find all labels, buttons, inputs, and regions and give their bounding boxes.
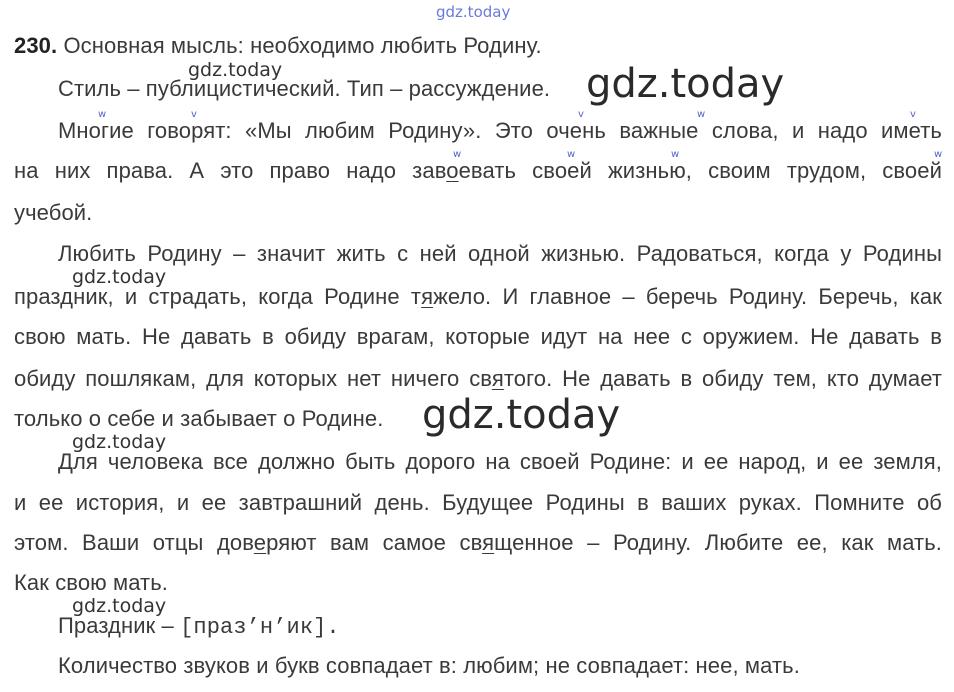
mark-w: w xyxy=(697,109,706,120)
style-type-line xyxy=(58,76,550,102)
p1-line-1 xyxy=(58,118,942,144)
stressed-letter: о xyxy=(446,158,459,183)
p1-text: евать своей жизнью, своим трудом, своей xyxy=(458,158,942,183)
p2-text: жело. И главное – беречь Родину. Беречь, как xyxy=(433,284,942,309)
watermark-big: gdz.today xyxy=(586,61,785,107)
exercise-number: 230. xyxy=(14,33,58,58)
p3-text: ряют вам самое св xyxy=(266,530,483,555)
p1-text: на них права. А это право надо зав xyxy=(14,158,447,183)
p3-line-4 xyxy=(14,570,168,596)
p2-text: того. Не давать в обиду тем, кто думает xyxy=(503,366,942,391)
p2-text: Любить Родину – значит жить с ней одной жизнью. Радоваться, когда у Родины xyxy=(58,241,942,266)
watermark-small: gdz.today xyxy=(72,595,167,617)
phonetics-line xyxy=(58,613,340,641)
p3-text: и ее история, и ее завтрашний день. Будущее Родины в ваших руках. Помните об xyxy=(14,490,942,515)
p3-line-2 xyxy=(14,490,942,516)
style-type: Стиль – публицистический. Тип – рассуждение. xyxy=(58,76,551,101)
p1-text: учебой. xyxy=(14,200,93,225)
sounds-text: Количество звуков и букв совпадает в: любим; не совпадает: нее, мать. xyxy=(58,653,800,678)
p2-line-2 xyxy=(14,284,942,310)
mark-w: w xyxy=(934,149,943,160)
mark-w: w xyxy=(671,149,680,160)
mark-v: v xyxy=(578,109,584,120)
p2-line-5 xyxy=(14,406,383,432)
watermark-small: gdz.today xyxy=(72,266,167,288)
p2-line-4 xyxy=(14,366,942,392)
p3-text: Как свою мать. xyxy=(14,570,169,595)
watermark-small: gdz.today xyxy=(72,431,167,453)
p2-text: свою мать. Не давать в обиду врагам, которые идут на нее с оружием. Не давать в xyxy=(14,324,942,349)
mark-v: v xyxy=(191,109,197,120)
mark-v: v xyxy=(910,109,916,120)
p2-line-3 xyxy=(14,324,942,350)
watermark-top: gdz.today xyxy=(436,3,511,21)
stressed-letter: я xyxy=(482,530,495,555)
mark-w: w xyxy=(567,149,576,160)
p1-line-2 xyxy=(14,158,942,184)
p1-text: Многие говорят: «Мы любим Родину». Это очень важные слова, и надо иметь xyxy=(58,118,942,143)
transcription: [праз’н’ик]. xyxy=(180,615,340,640)
p1-line-3 xyxy=(14,200,92,226)
p3-text: этом. Ваши отцы дов xyxy=(14,530,254,555)
stressed-letter: я xyxy=(421,284,434,309)
mark-w: w xyxy=(453,149,462,160)
mark-w: w xyxy=(98,109,107,120)
p3-line-3 xyxy=(14,530,942,556)
sounds-line xyxy=(58,653,800,679)
stressed-letter: е xyxy=(253,530,267,555)
main-idea-line xyxy=(14,33,542,59)
p2-text: праздник, и страдать, когда Родине т xyxy=(14,284,422,309)
main-idea: Основная мысль: необходимо любить Родину. xyxy=(63,33,542,58)
p2-text: обиду пошлякам, для которых нет ничего св xyxy=(14,366,492,391)
p3-text: Для человека все должно быть дорого на своей Родине: и ее народ, и ее земля, xyxy=(58,449,942,474)
watermark-big: gdz.today xyxy=(422,392,621,438)
stressed-letter: я xyxy=(491,366,504,391)
phonetics-word: Праздник – xyxy=(58,613,181,638)
p2-text: только о себе и забывает о Родине. xyxy=(14,406,384,431)
p3-text: щенное – Родину. Любите ее, как мать. xyxy=(494,530,942,555)
p2-line-1 xyxy=(58,241,942,267)
p3-line-1 xyxy=(58,449,942,475)
watermark-small: gdz.today xyxy=(188,59,283,81)
